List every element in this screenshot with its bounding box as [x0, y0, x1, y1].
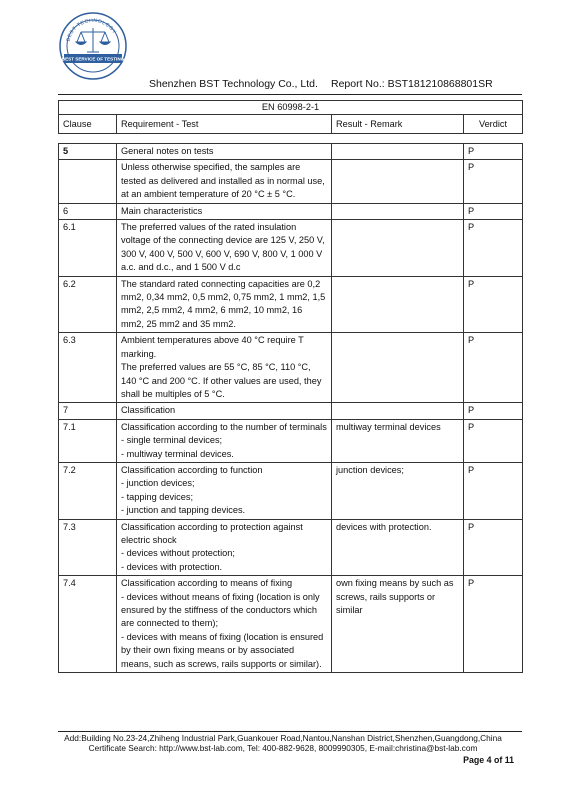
- requirement-line: Classification: [121, 405, 176, 416]
- header-divider: [58, 94, 522, 95]
- verdict-cell: P: [464, 462, 523, 519]
- clause-cell: [59, 160, 117, 203]
- requirement-line: Unless otherwise specified, the samples are tested as delivered and installed as in normal use, at an ambient temperature of 20 °C ± 5 °C.: [121, 162, 325, 200]
- table-row: [59, 160, 523, 203]
- clause-cell: 6.3: [59, 333, 117, 403]
- requirement-line: Classification according to protection against electric shock: [121, 521, 303, 545]
- clause-cell: 7.1: [59, 419, 117, 462]
- requirement-cell: [117, 519, 332, 576]
- requirement-cell: [117, 160, 332, 203]
- verdict-cell: P: [464, 576, 523, 673]
- col-header-requirement: Requirement - Test: [117, 115, 332, 134]
- requirement-line: General notes on tests: [121, 146, 214, 156]
- requirement-line: means, such as screws, rails supports or similar).: [121, 658, 322, 669]
- verdict-cell: P: [464, 403, 523, 419]
- requirement-cell: [117, 276, 332, 333]
- verdict-cell: P: [464, 419, 523, 462]
- requirement-line: The preferred values are 55 °C, 85 °C, 110 °C, 140 °C and 200 °C. If other values are used, they shall be multiples of 5 °C.: [121, 362, 322, 399]
- table-row: [59, 220, 523, 277]
- company-name: Shenzhen BST Technology Co., Ltd.: [149, 78, 318, 90]
- verdict-cell: P: [464, 333, 523, 403]
- standard-title: EN 60998-2-1: [59, 101, 523, 115]
- requirement-cell: [117, 333, 332, 403]
- requirement-cell: [117, 419, 332, 462]
- requirement-cell: [117, 403, 332, 419]
- clause-cell: 7.2: [59, 462, 117, 519]
- verdict-cell: P: [464, 160, 523, 203]
- clause-cell: 7.3: [59, 519, 117, 576]
- requirement-line: Classification according to the number of terminals: [121, 421, 327, 432]
- clause-cell: 6.1: [59, 220, 117, 277]
- table-row: [59, 462, 523, 519]
- table-header: [58, 100, 523, 134]
- result-cell: [332, 144, 464, 160]
- clause-cell: 7: [59, 403, 117, 419]
- requirement-cell: [117, 576, 332, 673]
- requirement-line: - tapping devices;: [121, 491, 194, 502]
- clause-cell: 6.2: [59, 276, 117, 333]
- requirement-line: Classification according to means of fixing: [121, 578, 293, 589]
- table-row: [59, 403, 523, 419]
- table-row: [59, 333, 523, 403]
- col-header-result: Result - Remark: [332, 115, 464, 134]
- requirement-line: Main characteristics: [121, 205, 203, 216]
- result-cell: [332, 276, 464, 333]
- verdict-cell: P: [464, 519, 523, 576]
- requirement-line: The preferred values of the rated insulation voltage of the connecting device are 125 V, 250 V, 300 V, 400 V, 500 V, 600 V, 690 V, 800 V, 1 000 V a.c. and d.c., and 1 500 V d.c: [121, 222, 325, 273]
- col-header-verdict: Verdict: [464, 115, 523, 134]
- requirement-line: - junction and tapping devices.: [121, 505, 246, 516]
- requirement-line: - multiway terminal devices.: [121, 448, 234, 459]
- svg-text:BEST TECHNOLOGY: [65, 18, 117, 42]
- clause-cell: 5: [59, 144, 117, 160]
- requirement-cell: [117, 144, 332, 160]
- verdict-cell: P: [464, 276, 523, 333]
- verdict-cell: P: [464, 220, 523, 277]
- result-cell: [332, 160, 464, 203]
- logo-banner-text: BEST SERVICE OF TESTING: [61, 56, 125, 62]
- table-row: [59, 144, 523, 160]
- requirement-line: Ambient temperatures above 40 °C require T marking.: [121, 335, 304, 359]
- table-row: [59, 519, 523, 576]
- requirement-line: - devices without means of fixing (location is only ensured by the stiffness of the conductors which are connected to them);: [121, 591, 320, 629]
- verdict-cell: P: [464, 144, 523, 160]
- result-cell: multiway terminal devices: [332, 419, 464, 462]
- requirement-line: - single terminal devices;: [121, 435, 223, 446]
- footer-address: Add:Building No.23-24,Zhiheng Industrial Park,Guankouer Road,Nantou,Nanshan District,Shenzhen,Guangdong,China: [64, 733, 502, 743]
- requirement-line: - devices with protection.: [121, 561, 223, 572]
- footer-certificate-search: Certificate Search: http://www.bst-lab.com, Tel: 400-882-9628, 8009990305, E-mail:christina@bst-lab.com: [88, 743, 478, 753]
- logo-ring-text: BEST TECHNOLOGY: [65, 17, 118, 43]
- requirement-cell: [117, 220, 332, 277]
- result-cell: [332, 203, 464, 219]
- col-header-clause: Clause: [59, 115, 117, 134]
- result-cell: [332, 403, 464, 419]
- clause-cell: 7.4: [59, 576, 117, 673]
- requirement-line: - devices with means of fixing (location is ensured by their own fixing means or by associated: [121, 631, 324, 656]
- page-number: Page 4 of 11: [463, 755, 514, 765]
- verdict-cell: P: [464, 203, 523, 219]
- requirement-line: - devices without protection;: [121, 548, 235, 559]
- table-row: [59, 576, 523, 673]
- table-row: [59, 276, 523, 333]
- result-cell: [332, 220, 464, 277]
- footer-divider: [58, 731, 522, 732]
- bst-logo: [57, 10, 129, 82]
- result-cell: devices with protection.: [332, 519, 464, 576]
- clause-cell: 6: [59, 203, 117, 219]
- requirement-line: - junction devices;: [121, 478, 195, 489]
- result-cell: own fixing means by such as screws, rails supports or similar: [332, 576, 464, 673]
- clause-table: [58, 143, 523, 673]
- report-number: Report No.: BST181210868801SR: [331, 78, 493, 90]
- requirement-line: The standard rated connecting capacities are 0,2 mm2, 0,34 mm2, 0,5 mm2, 0,75 mm2, 1 mm2, 1,5 mm2, 2,5 mm2, 4 mm2, 6 mm2, 10 mm2, 16 mm2, 25 mm2 and 35 mm2.: [121, 278, 326, 329]
- result-cell: junction devices;: [332, 462, 464, 519]
- requirement-cell: [117, 203, 332, 219]
- result-cell: [332, 333, 464, 403]
- table-row: [59, 419, 523, 462]
- requirement-cell: [117, 462, 332, 519]
- table-row: [59, 203, 523, 219]
- requirement-line: Classification according to function: [121, 464, 263, 475]
